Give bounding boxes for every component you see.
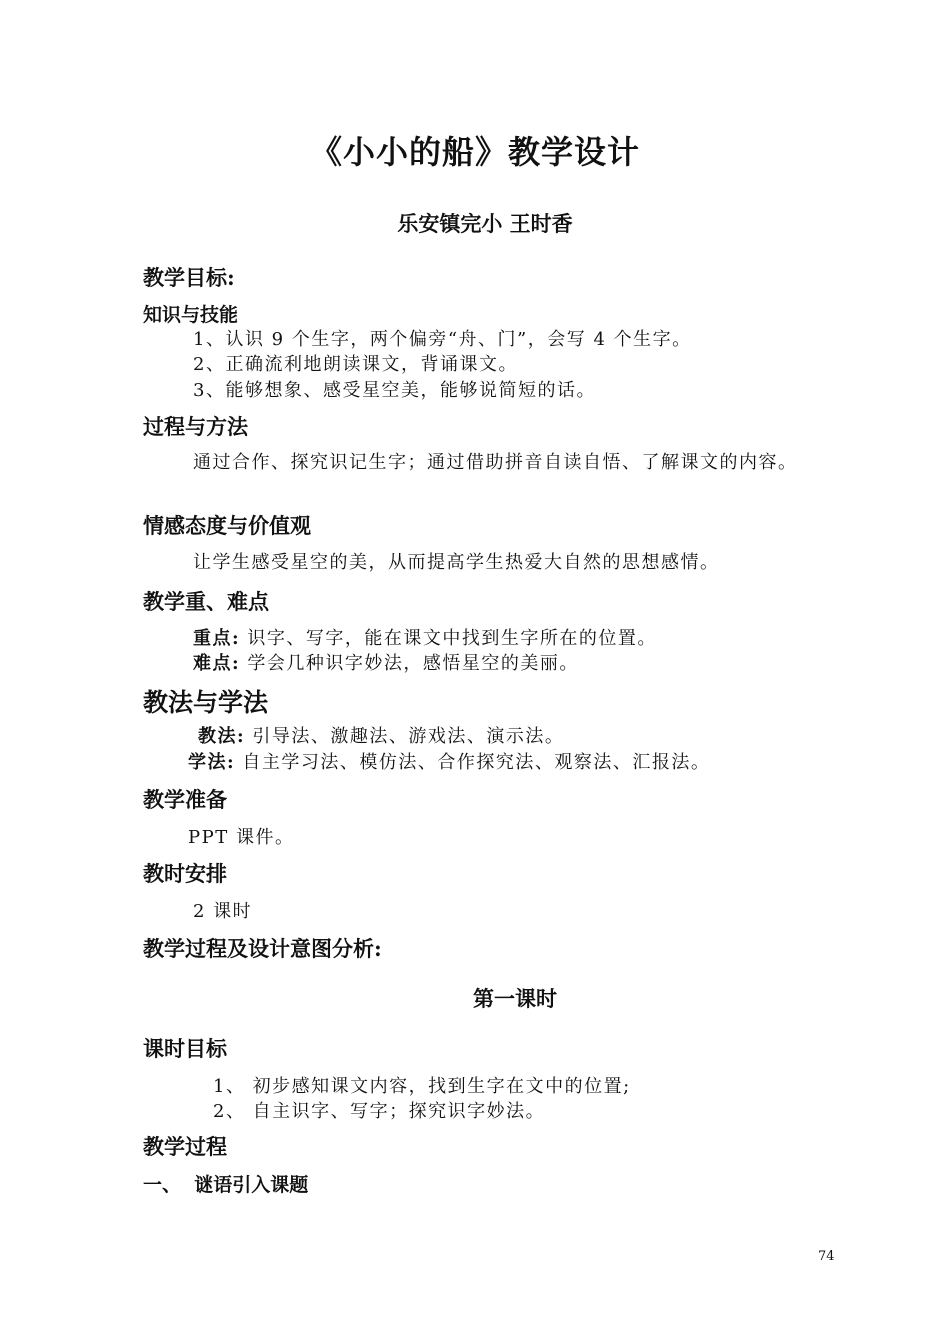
knowledge-item-1: 1、认识 9 个生字，两个偏旁“舟、门”，会写 4 个生字。 [193,329,692,350]
key-point-line [193,624,657,650]
methods-heading: 教法与学法 [143,688,269,717]
knowledge-heading: 知识与技能 [143,304,239,326]
schedule-text: 2 课时 [193,901,253,922]
difficult-point-text: 学会几种识字妙法，感悟星空的美丽。 [240,653,579,674]
step-one-heading: 一、 谜语引入课题 [143,1174,309,1196]
lesson-goal-2: 2、 自主识字、写字；探究识字妙法。 [213,1101,546,1122]
knowledge-item-2: 2、正确流利地朗读课文，背诵课文。 [193,354,518,375]
objectives-heading: 教学目标: [143,265,235,290]
key-points-heading: 教学重、难点 [143,589,269,614]
teaching-method-text: 引导法、激趣法、游戏法、演示法。 [245,726,565,747]
lesson-process-heading: 教学过程 [143,1134,227,1159]
difficult-point-line [193,649,579,675]
page-number: 74 [818,1249,835,1264]
teaching-process-heading: 教学过程及设计意图分析: [143,936,382,961]
emotion-text: 让学生感受星空的美，从而提高学生热爱大自然的思想感情。 [193,552,720,573]
knowledge-item-3: 3、能够想象、感受星空美，能够说简短的话。 [193,380,596,401]
learning-method-text: 自主学习法、模仿法、合作探究法、观察法、汇报法。 [235,752,711,773]
key-point-label: 重点: [193,628,241,649]
preparation-heading: 教学准备 [143,787,227,812]
document-title: 《小小的船》教学设计 [309,133,640,171]
emotion-heading: 情感态度与价值观 [143,513,311,538]
learning-method-line [188,748,710,774]
teaching-method-line [198,722,564,748]
difficult-point-label: 难点: [193,653,241,674]
key-point-text: 识字、写字，能在课文中找到生字所在的位置。 [240,628,657,649]
preparation-text: PPT 课件。 [188,827,295,848]
lesson-goals-heading: 课时目标 [143,1036,227,1061]
learning-method-label: 学法: [188,752,236,773]
schedule-heading: 教时安排 [143,861,227,886]
process-method-text: 通过合作、探究识记生字；通过借助拼音自读自悟、了解课文的内容。 [193,452,798,473]
lesson-goal-1: 1、 初步感知课文内容，找到生字在文中的位置; [213,1076,631,1097]
lesson-one-heading: 第一课时 [473,986,557,1011]
author-line: 乐安镇完小 王时香 [397,211,573,236]
process-method-heading: 过程与方法 [143,414,248,439]
teaching-method-label: 教法: [198,726,246,747]
